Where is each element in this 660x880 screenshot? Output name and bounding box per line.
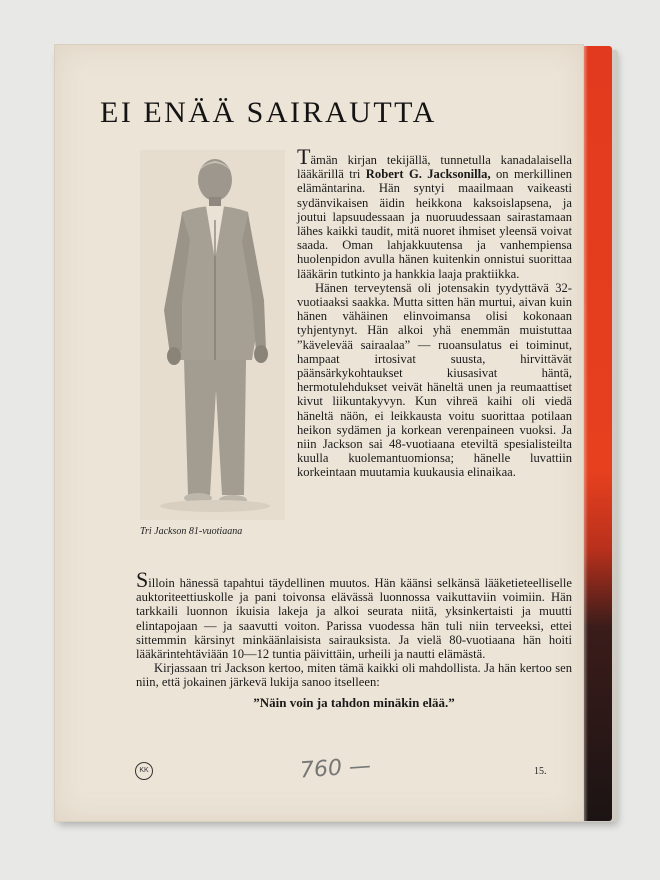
publisher-logo: KK <box>135 762 153 780</box>
full-width-text <box>136 567 572 710</box>
photo-caption: Tri Jackson 81-vuotiaana <box>140 526 243 537</box>
intro-text-column <box>297 144 572 480</box>
paragraph-3-text: illoin hänessä tapahtui täydellinen muutos. Hän käänsi selkänsä lääketieteelliselle auktoriteettiuskolle ja pani toivonsa elävässä luonnossa vaikuttaviin voimiin. Hän tarkkaili luonnon ikuisia lakeja ja alkoi seurata niitä, yksinkertaisti ja muutti elintapojaan — ja saavutti voiton. Parissa vuodessa hän tuli niin terveeksi, ettei sittemmin kärsinyt minkäänlaisista sairauksista. Ja vielä 80-vuotiaana hän hoiti lääkärintehtäviään 10—12 tuntia päivittäin, urheili ja nautti elämästä. <box>136 576 572 662</box>
dropcap: S <box>136 567 149 592</box>
paragraph-1-text-a: ämän kirjan tekijällä, tunnetulla kanadalaisella lääkärillä tri <box>297 153 572 182</box>
paragraph-2: Hänen terveytensä oli jotensakin tyydyttävä 32-vuotiaaksi saakka. Mutta sitten hän murtui, aivan kuin hänen vähäinen elinvoimansa olisi kokonaan tyhjentynyt. Hän alkoi yhä enemmän muistuttaa ”kävelevää sairaalaa” — ruoansulatus ei toiminut, hampaat irtosivat suusta, hirvittävät päänsärkykohtaukset kiusasivat häntä, hermotulehdukset veivät häneltä unen ja reumaattiset kivut liikuntakyvyn. Kun vihreä kaihi oli viedä häneltä näön, ei leikkausta voitu suorittaa potilaan heikon sydämen ja korkean verenpaineen vuoksi. Ja niin Jackson sai 48-vuotiaana eteviltä spesialisteilta kuulla kuolemantuomionsa; hänelle luvattiin korkeintaan muutamia kuukausia elinaikaa. <box>297 280 572 480</box>
author-name: Robert G. Jacksonilla, <box>365 167 491 182</box>
author-photo <box>140 150 285 520</box>
paragraph-4: Kirjassaan tri Jackson kertoo, miten tämä kaikki oli mahdollista. Ja hän kertoo sen niin, että jokainen järkevä lukija sanoo itselleen: <box>136 661 572 690</box>
paragraph-1-text-b: on merkillinen elämäntarina. Hän syntyi maailmaan vaikeasti sydänvikaisen äidin heikkona kaksoislapsena, ja joutui lapsuudessaan ja nuoruudessaan sairastamaan lähes kaikki taudit, mitä nuoret ihmiset yleensä voivat saada. Oman lahjakkuutensa ja vanhempiensa huolenpidon avulla hänen kuitenkin onnistui suorittaa lääkärin tutkinto ja hankkia laaja praktiikka. <box>297 167 572 281</box>
paragraph-1 <box>297 144 572 281</box>
pencil-price-mark: 760 — <box>299 753 372 784</box>
dropcap: T <box>297 144 311 169</box>
page-title: EI ENÄÄ SAIRAUTTA <box>100 96 437 129</box>
paragraph-3 <box>136 567 572 662</box>
closing-quote: ”Näin voin ja tahdon minäkin elää.” <box>253 694 455 710</box>
page-number: 15. <box>534 766 547 777</box>
